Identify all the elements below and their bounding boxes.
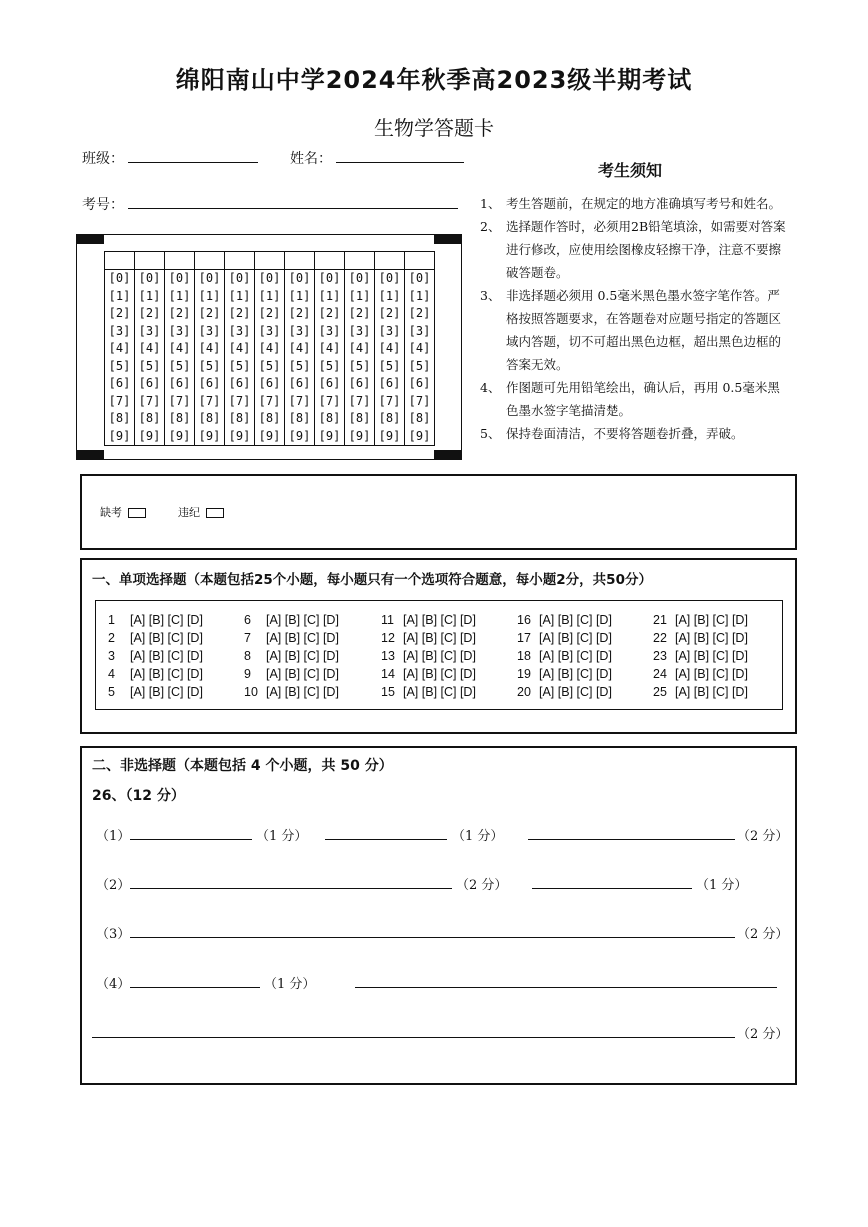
id-digit-bubble[interactable]: [5]	[225, 358, 255, 376]
question-number: 12	[381, 631, 395, 645]
id-digit-bubble[interactable]: [2]	[105, 305, 135, 323]
id-digit-write-cell[interactable]	[255, 252, 285, 270]
mcq-question-row[interactable]	[244, 629, 339, 647]
id-digit-bubble[interactable]: [9]	[135, 428, 165, 446]
mcq-question-row[interactable]	[381, 629, 476, 647]
id-digit-bubble[interactable]: [5]	[285, 358, 315, 376]
question-number: 2	[108, 631, 115, 645]
answer-options[interactable]: [A] [B] [C] [D]	[539, 613, 612, 627]
id-digit-bubble[interactable]: [6]	[105, 375, 135, 393]
name-field[interactable]	[336, 162, 464, 163]
id-digit-bubble[interactable]: [3]	[105, 323, 135, 341]
answer-options[interactable]: [A] [B] [C] [D]	[130, 613, 203, 627]
id-digit-write-cell[interactable]	[135, 252, 165, 270]
answer-options[interactable]: [A] [B] [C] [D]	[675, 685, 748, 699]
id-digit-bubble[interactable]: [2]	[165, 305, 195, 323]
id-digit-bubble[interactable]: [5]	[315, 358, 345, 376]
id-digit-bubble[interactable]: [1]	[105, 288, 135, 306]
section2-box	[80, 746, 797, 1085]
id-digit-bubble[interactable]: [8]	[225, 410, 255, 428]
score-label: （2 分）	[737, 829, 789, 844]
answer-line[interactable]	[130, 888, 452, 889]
id-digit-bubble[interactable]: [8]	[405, 410, 435, 428]
score-label: （1 分）	[452, 829, 504, 844]
id-digit-bubble[interactable]: [6]	[375, 375, 405, 393]
score-label: （1 分）	[696, 878, 748, 893]
id-digit-bubble[interactable]: [8]	[345, 410, 375, 428]
id-digit-bubble[interactable]: [6]	[195, 375, 225, 393]
class-label: 班级：	[82, 151, 124, 167]
notice-list	[480, 192, 790, 445]
id-digit-bubble[interactable]: [2]	[225, 305, 255, 323]
id-digit-bubble[interactable]: [0]	[405, 270, 435, 288]
mcq-question-row[interactable]	[108, 629, 203, 647]
answer-options[interactable]: [A] [B] [C] [D]	[130, 631, 203, 645]
question-number: 22	[653, 631, 667, 645]
id-digit-bubble[interactable]: [1]	[195, 288, 225, 306]
id-digit-bubble[interactable]: [7]	[105, 393, 135, 411]
id-digit-bubble[interactable]: [9]	[225, 428, 255, 446]
part-1-label: （1）	[96, 829, 131, 844]
answer-options[interactable]: [A] [B] [C] [D]	[539, 631, 612, 645]
mcq-question-row[interactable]	[517, 611, 612, 629]
answer-line[interactable]	[130, 987, 260, 988]
mcq-question-row[interactable]	[108, 611, 203, 629]
exam-number-label: 考号：	[82, 197, 124, 213]
answer-options[interactable]: [A] [B] [C] [D]	[266, 685, 339, 699]
mcq-answer-area	[95, 600, 783, 710]
score-label: （1 分）	[264, 977, 316, 992]
id-digit-bubble[interactable]: [0]	[315, 270, 345, 288]
name-label: 姓名：	[290, 151, 332, 167]
id-digit-bubble[interactable]: [7]	[375, 393, 405, 411]
id-digit-bubble[interactable]: [2]	[405, 305, 435, 323]
answer-line[interactable]	[92, 1037, 735, 1038]
answer-options[interactable]: [A] [B] [C] [D]	[403, 667, 476, 681]
id-digit-bubble[interactable]: [6]	[135, 375, 165, 393]
id-digit-bubble[interactable]: [4]	[105, 340, 135, 358]
answer-options[interactable]: [A] [B] [C] [D]	[130, 667, 203, 681]
answer-options[interactable]: [A] [B] [C] [D]	[539, 667, 612, 681]
notice-item: 3、 非选择题必须用 0.5毫米黑色墨水签字笔作答。严格按照答题要求，在答题卷对应题号指定的答题区域内答题，切不可超出黑色边框，超出黑色边框的答案无效。	[480, 288, 782, 372]
id-digit-bubble[interactable]: [1]	[135, 288, 165, 306]
question-number: 17	[517, 631, 531, 645]
mcq-question-row[interactable]	[381, 647, 476, 665]
registration-mark	[76, 234, 104, 244]
id-digit-bubble[interactable]: [0]	[375, 270, 405, 288]
mcq-question-row[interactable]	[381, 665, 476, 683]
id-digit-bubble[interactable]: [5]	[105, 358, 135, 376]
id-digit-bubble[interactable]: [5]	[345, 358, 375, 376]
id-digit-bubble[interactable]: [0]	[165, 270, 195, 288]
score-label: （2 分）	[737, 927, 789, 942]
part-2-label: （2）	[96, 878, 131, 893]
id-digit-bubble[interactable]: [1]	[405, 288, 435, 306]
id-digit-bubble[interactable]: [4]	[285, 340, 315, 358]
answer-options[interactable]: [A] [B] [C] [D]	[266, 631, 339, 645]
id-digit-bubble[interactable]: [9]	[105, 428, 135, 446]
id-digit-bubble[interactable]: [5]	[165, 358, 195, 376]
question-number: 19	[517, 667, 531, 681]
id-digit-bubble[interactable]: [8]	[255, 410, 285, 428]
id-digit-bubble[interactable]: [0]	[225, 270, 255, 288]
id-digit-bubble[interactable]: [3]	[195, 323, 225, 341]
mcq-question-row[interactable]	[381, 683, 476, 701]
id-digit-bubble[interactable]: [4]	[195, 340, 225, 358]
question-number: 4	[108, 667, 115, 681]
id-digit-bubble[interactable]: [5]	[135, 358, 165, 376]
id-digit-bubble[interactable]: [9]	[315, 428, 345, 446]
answer-options[interactable]: [A] [B] [C] [D]	[266, 649, 339, 663]
id-digit-bubble[interactable]: [9]	[375, 428, 405, 446]
id-digit-bubble[interactable]: [4]	[165, 340, 195, 358]
question-number: 7	[244, 631, 251, 645]
id-digit-bubble[interactable]: [8]	[315, 410, 345, 428]
id-digit-bubble[interactable]: [4]	[135, 340, 165, 358]
answer-options[interactable]: [A] [B] [C] [D]	[539, 649, 612, 663]
answer-options[interactable]: [A] [B] [C] [D]	[403, 613, 476, 627]
id-digit-bubble[interactable]: [6]	[165, 375, 195, 393]
id-digit-bubble[interactable]: [8]	[285, 410, 315, 428]
score-label: （1 分）	[256, 829, 308, 844]
answer-line[interactable]	[355, 987, 777, 988]
registration-mark	[76, 450, 104, 460]
id-digit-write-cell[interactable]	[345, 252, 375, 270]
id-digit-bubble[interactable]: [5]	[375, 358, 405, 376]
id-digit-bubble[interactable]: [3]	[165, 323, 195, 341]
id-digit-bubble[interactable]: [3]	[405, 323, 435, 341]
mcq-question-row[interactable]	[517, 629, 612, 647]
id-digit-write-cell[interactable]	[165, 252, 195, 270]
notice-item: 5、 保持卷面清洁，不要将答题卷折叠，弄破。	[480, 426, 744, 441]
id-digit-bubble[interactable]: [4]	[225, 340, 255, 358]
mcq-question-row[interactable]	[653, 683, 748, 701]
mcq-column	[108, 611, 203, 701]
answer-options[interactable]: [A] [B] [C] [D]	[403, 631, 476, 645]
page-subtitle: 生物学答题卡	[374, 116, 494, 140]
id-digit-bubble[interactable]: [0]	[255, 270, 285, 288]
id-digit-bubble[interactable]: [6]	[405, 375, 435, 393]
answer-options[interactable]: [A] [B] [C] [D]	[266, 667, 339, 681]
section1-title: 一、单项选择题（本题包括25个小题，每小题只有一个选项符合题意，每小题2分，共50分）	[92, 572, 652, 588]
id-digit-bubble[interactable]: [0]	[135, 270, 165, 288]
id-digit-bubble[interactable]: [4]	[345, 340, 375, 358]
absent-flag[interactable]: 缺考	[100, 504, 146, 520]
mcq-question-row[interactable]	[517, 683, 612, 701]
notice-item: 2、 选择题作答时，必须用2B铅笔填涂，如需要对答案进行修改，应使用绘图橡皮轻擦干净，注意不要擦破答题卷。	[480, 219, 786, 280]
id-digit-bubble[interactable]: [7]	[255, 393, 285, 411]
mcq-question-row[interactable]	[653, 629, 748, 647]
mcq-question-row[interactable]	[244, 665, 339, 683]
id-digit-bubble[interactable]: [7]	[225, 393, 255, 411]
id-digit-bubble[interactable]: [7]	[315, 393, 345, 411]
part-3-label: （3）	[96, 927, 131, 942]
answer-options[interactable]: [A] [B] [C] [D]	[130, 685, 203, 699]
score-label: （2 分）	[737, 1027, 789, 1042]
question-number: 16	[517, 613, 531, 627]
id-digit-bubble[interactable]: [7]	[405, 393, 435, 411]
answer-options[interactable]: [A] [B] [C] [D]	[403, 649, 476, 663]
part-4-label: （4）	[96, 977, 131, 992]
id-digit-write-cell[interactable]	[105, 252, 135, 270]
id-digit-bubble[interactable]: [1]	[285, 288, 315, 306]
id-digit-bubble[interactable]: [1]	[225, 288, 255, 306]
mcq-question-row[interactable]	[517, 647, 612, 665]
violation-checkbox[interactable]	[206, 508, 224, 518]
id-digit-bubble[interactable]: [1]	[165, 288, 195, 306]
question-number: 18	[517, 649, 531, 663]
id-digit-write-cell[interactable]	[315, 252, 345, 270]
id-digit-bubble[interactable]: [6]	[225, 375, 255, 393]
id-digit-bubble[interactable]: [6]	[285, 375, 315, 393]
question-number: 15	[381, 685, 395, 699]
question-number: 14	[381, 667, 395, 681]
id-digit-bubble[interactable]: [0]	[285, 270, 315, 288]
answer-options[interactable]: [A] [B] [C] [D]	[130, 649, 203, 663]
answer-options[interactable]: [A] [B] [C] [D]	[675, 667, 748, 681]
id-digit-bubble[interactable]: [3]	[315, 323, 345, 341]
id-digit-bubble[interactable]: [3]	[375, 323, 405, 341]
notice-item: 4、 作图题可先用铅笔绘出，确认后，再用 0.5毫米黑色墨水签字笔描清楚。	[480, 380, 780, 418]
question-number: 1	[108, 613, 115, 627]
id-digit-bubble[interactable]: [4]	[255, 340, 285, 358]
id-digit-bubble[interactable]: [7]	[195, 393, 225, 411]
question-number: 25	[653, 685, 667, 699]
id-digit-bubble[interactable]: [6]	[255, 375, 285, 393]
mcq-question-row[interactable]	[381, 611, 476, 629]
id-digit-bubble[interactable]: [7]	[285, 393, 315, 411]
page-title: 绵阳南山中学2024年秋季高2023级半期考试	[175, 66, 693, 94]
question-number: 20	[517, 685, 531, 699]
answer-line[interactable]	[528, 839, 735, 840]
id-digit-bubble[interactable]: [9]	[285, 428, 315, 446]
notice-item: 1、 考生答题前，在规定的地方准确填写考号和姓名。	[480, 196, 782, 211]
registration-mark	[434, 234, 462, 244]
id-digit-bubble[interactable]: [3]	[255, 323, 285, 341]
mcq-question-row[interactable]	[517, 665, 612, 683]
id-digit-bubble[interactable]: [5]	[195, 358, 225, 376]
id-digit-bubble[interactable]: [1]	[345, 288, 375, 306]
question-number: 9	[244, 667, 251, 681]
id-digit-bubble[interactable]: [5]	[255, 358, 285, 376]
id-digit-bubble[interactable]: [9]	[405, 428, 435, 446]
exam-number-grid	[104, 251, 435, 446]
id-digit-write-cell[interactable]	[405, 252, 435, 270]
notice-title: 考生须知	[598, 161, 663, 180]
registration-mark	[434, 450, 462, 460]
answer-line[interactable]	[532, 888, 692, 889]
question-number: 8	[244, 649, 251, 663]
mcq-question-row[interactable]	[108, 683, 203, 701]
id-digit-bubble[interactable]: [2]	[285, 305, 315, 323]
mcq-column	[653, 611, 748, 701]
id-digit-bubble[interactable]: [4]	[315, 340, 345, 358]
exam-number-field[interactable]	[128, 208, 458, 209]
violation-flag[interactable]: 违纪	[178, 504, 224, 520]
question-number: 13	[381, 649, 395, 663]
id-digit-bubble[interactable]: [8]	[105, 410, 135, 428]
id-digit-bubble[interactable]: [6]	[315, 375, 345, 393]
class-field[interactable]	[128, 162, 258, 163]
id-digit-bubble[interactable]: [1]	[255, 288, 285, 306]
question-number: 21	[653, 613, 667, 627]
mcq-question-row[interactable]	[108, 647, 203, 665]
question-number: 23	[653, 649, 667, 663]
answer-options[interactable]: [A] [B] [C] [D]	[675, 613, 748, 627]
question-26-label: 26、（12 分）	[92, 788, 185, 804]
id-digit-bubble[interactable]: [1]	[315, 288, 345, 306]
id-digit-bubble[interactable]: [9]	[255, 428, 285, 446]
id-digit-bubble[interactable]: [3]	[345, 323, 375, 341]
question-number: 24	[653, 667, 667, 681]
answer-options[interactable]: [A] [B] [C] [D]	[403, 685, 476, 699]
question-number: 5	[108, 685, 115, 699]
id-digit-bubble[interactable]: [9]	[165, 428, 195, 446]
id-digit-bubble[interactable]: [6]	[345, 375, 375, 393]
id-digit-bubble[interactable]: [9]	[345, 428, 375, 446]
id-digit-bubble[interactable]: [7]	[345, 393, 375, 411]
id-digit-bubble[interactable]: [3]	[285, 323, 315, 341]
id-digit-bubble[interactable]: [2]	[375, 305, 405, 323]
answer-options[interactable]: [A] [B] [C] [D]	[539, 685, 612, 699]
mcq-column	[244, 611, 339, 701]
answer-options[interactable]: [A] [B] [C] [D]	[675, 631, 748, 645]
answer-line[interactable]	[130, 937, 735, 938]
id-digit-bubble[interactable]: [3]	[135, 323, 165, 341]
id-digit-bubble[interactable]: [8]	[195, 410, 225, 428]
id-digit-write-cell[interactable]	[375, 252, 405, 270]
question-number: 6	[244, 613, 251, 627]
absent-checkbox[interactable]	[128, 508, 146, 518]
id-digit-bubble[interactable]: [9]	[195, 428, 225, 446]
question-number: 10	[244, 685, 258, 699]
mcq-question-row[interactable]	[244, 647, 339, 665]
id-digit-bubble[interactable]: [2]	[255, 305, 285, 323]
id-digit-bubble[interactable]: [8]	[135, 410, 165, 428]
id-digit-bubble[interactable]: [2]	[135, 305, 165, 323]
id-digit-bubble[interactable]: [7]	[165, 393, 195, 411]
answer-line[interactable]	[130, 839, 252, 840]
id-digit-bubble[interactable]: [7]	[135, 393, 165, 411]
id-digit-bubble[interactable]: [4]	[405, 340, 435, 358]
id-digit-bubble[interactable]: [0]	[345, 270, 375, 288]
answer-line[interactable]	[325, 839, 447, 840]
id-digit-bubble[interactable]: [1]	[375, 288, 405, 306]
id-digit-bubble[interactable]: [8]	[375, 410, 405, 428]
mcq-question-row[interactable]	[653, 665, 748, 683]
id-digit-bubble[interactable]: [5]	[405, 358, 435, 376]
mcq-question-row[interactable]	[653, 611, 748, 629]
id-digit-write-cell[interactable]	[285, 252, 315, 270]
question-number: 11	[381, 613, 394, 627]
id-digit-bubble[interactable]: [3]	[225, 323, 255, 341]
id-digit-bubble[interactable]: [2]	[195, 305, 225, 323]
mcq-question-row[interactable]	[108, 665, 203, 683]
id-digit-bubble[interactable]: [0]	[105, 270, 135, 288]
id-digit-bubble[interactable]: [2]	[315, 305, 345, 323]
id-digit-bubble[interactable]: [4]	[375, 340, 405, 358]
id-digit-bubble[interactable]: [2]	[345, 305, 375, 323]
section2-title: 二、非选择题（本题包括 4 个小题，共 50 分）	[92, 758, 393, 774]
id-digit-bubble[interactable]: [8]	[165, 410, 195, 428]
id-digit-bubble[interactable]: [0]	[195, 270, 225, 288]
id-digit-write-cell[interactable]	[225, 252, 255, 270]
mcq-question-row[interactable]	[244, 683, 339, 701]
mcq-column	[381, 611, 476, 701]
answer-options[interactable]: [A] [B] [C] [D]	[266, 613, 339, 627]
mcq-question-row[interactable]	[653, 647, 748, 665]
mcq-question-row[interactable]	[244, 611, 339, 629]
id-digit-write-cell[interactable]	[195, 252, 225, 270]
answer-options[interactable]: [A] [B] [C] [D]	[675, 649, 748, 663]
score-label: （2 分）	[456, 878, 508, 893]
question-number: 3	[108, 649, 115, 663]
mcq-column	[517, 611, 612, 701]
